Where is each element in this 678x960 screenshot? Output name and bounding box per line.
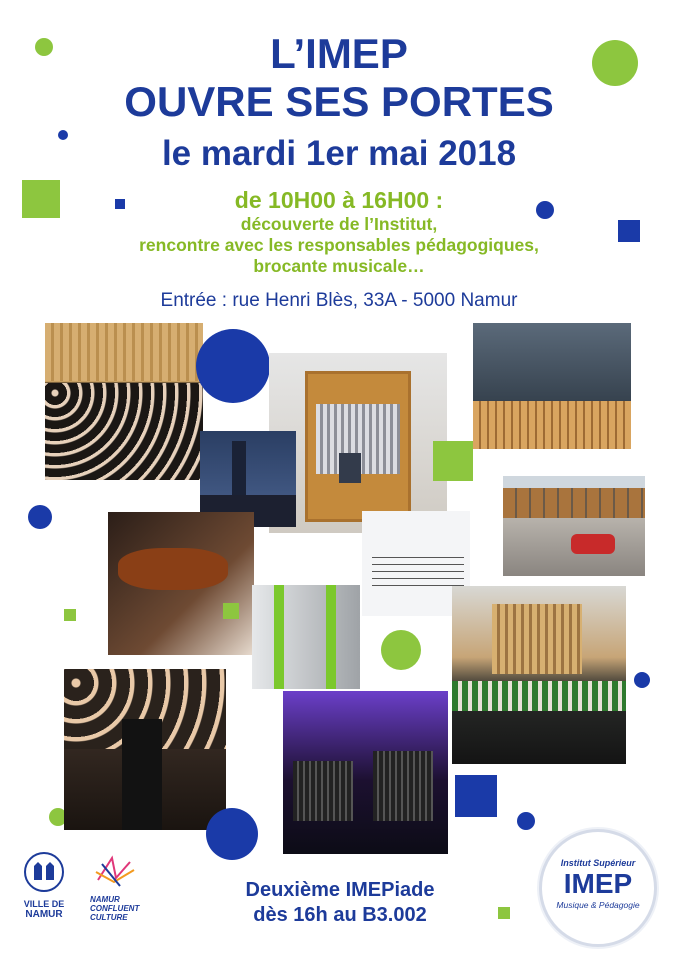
confluent-line-1: NAMUR xyxy=(90,895,120,904)
entrance-address: Entrée : rue Henri Blès, 33A - 5000 Namur xyxy=(160,290,518,311)
accordion-left xyxy=(293,761,353,821)
imep-logo xyxy=(539,829,657,947)
imepiade-line-2: dès 16h au B3.002 xyxy=(253,904,427,926)
decor-green-dot xyxy=(35,38,53,56)
red-car xyxy=(571,534,615,554)
confluent-line-3: CULTURE xyxy=(90,913,128,922)
organ-pipes xyxy=(45,323,203,381)
choir-singers xyxy=(45,383,203,480)
organist xyxy=(339,453,361,483)
decor-blue-square xyxy=(618,220,640,242)
confluent-swirl-icon xyxy=(90,850,140,890)
choir-green xyxy=(452,681,626,711)
decor-green-dot xyxy=(592,40,638,86)
decor-green-square xyxy=(64,609,76,621)
namur-logo-line-1: VILLE DE xyxy=(23,899,65,909)
marimba-bars xyxy=(473,401,631,449)
photo-marimba xyxy=(473,323,631,449)
violin-body xyxy=(118,548,228,590)
title-line-1: L’IMEP xyxy=(270,30,408,77)
photo-building xyxy=(503,476,645,576)
photo-concert-hall xyxy=(452,586,626,764)
photo-staircase xyxy=(252,585,360,689)
organ-case xyxy=(305,371,411,522)
schedule-activities xyxy=(0,214,678,277)
confluent-culture-logo xyxy=(90,850,150,930)
imep-logo-top: Institut Supérieur xyxy=(560,858,636,868)
imepiade-text xyxy=(215,878,465,928)
decor-blue-circle xyxy=(206,808,258,860)
decor-blue-dot xyxy=(28,505,52,529)
decor-blue-circle xyxy=(196,329,270,403)
photo-orchestra xyxy=(64,669,226,830)
decor-blue-square xyxy=(115,199,125,209)
schedule-hours: de 10H00 à 16H00 : xyxy=(234,187,444,213)
imep-logo-sub: Musique & Pédagogie xyxy=(556,900,640,910)
green-rail xyxy=(274,585,284,689)
decor-blue-square xyxy=(455,775,497,817)
decor-blue-dot xyxy=(517,812,535,830)
imep-logo-main: IMEP xyxy=(563,868,633,899)
conductor xyxy=(122,719,162,830)
photo-accordion xyxy=(283,691,448,854)
staff-lines xyxy=(372,551,464,591)
building-facade xyxy=(503,488,645,518)
decor-blue-dot xyxy=(58,130,68,140)
title-line-2: OUVRE SES PORTES xyxy=(124,78,554,125)
activity-2: rencontre avec les responsables pédagogiques, xyxy=(139,235,539,255)
green-rail xyxy=(326,585,336,689)
namur-crest-icon xyxy=(18,850,70,894)
accordion-right xyxy=(373,751,433,821)
decor-green-square xyxy=(433,441,473,481)
decor-blue-dot xyxy=(536,201,554,219)
decor-green-square xyxy=(22,180,60,218)
ville-de-namur-logo xyxy=(18,850,70,930)
organ-pipes xyxy=(492,604,582,674)
title-line-3: le mardi 1er mai 2018 xyxy=(161,134,517,173)
photo-violin xyxy=(108,512,254,655)
photo-choir-organ xyxy=(45,323,203,480)
decor-green-square xyxy=(498,907,510,919)
namur-logo-line-2: NAMUR xyxy=(25,909,63,920)
imepiade-line-1: Deuxième IMEPiade xyxy=(245,879,435,901)
activity-1: découverte de l’Institut, xyxy=(240,214,438,234)
decor-green-square xyxy=(223,603,239,619)
decor-blue-dot xyxy=(634,672,650,688)
confluent-line-2: CONFLUENT xyxy=(90,904,140,913)
activity-3: brocante musicale… xyxy=(253,256,425,276)
decor-green-dot xyxy=(381,630,421,670)
